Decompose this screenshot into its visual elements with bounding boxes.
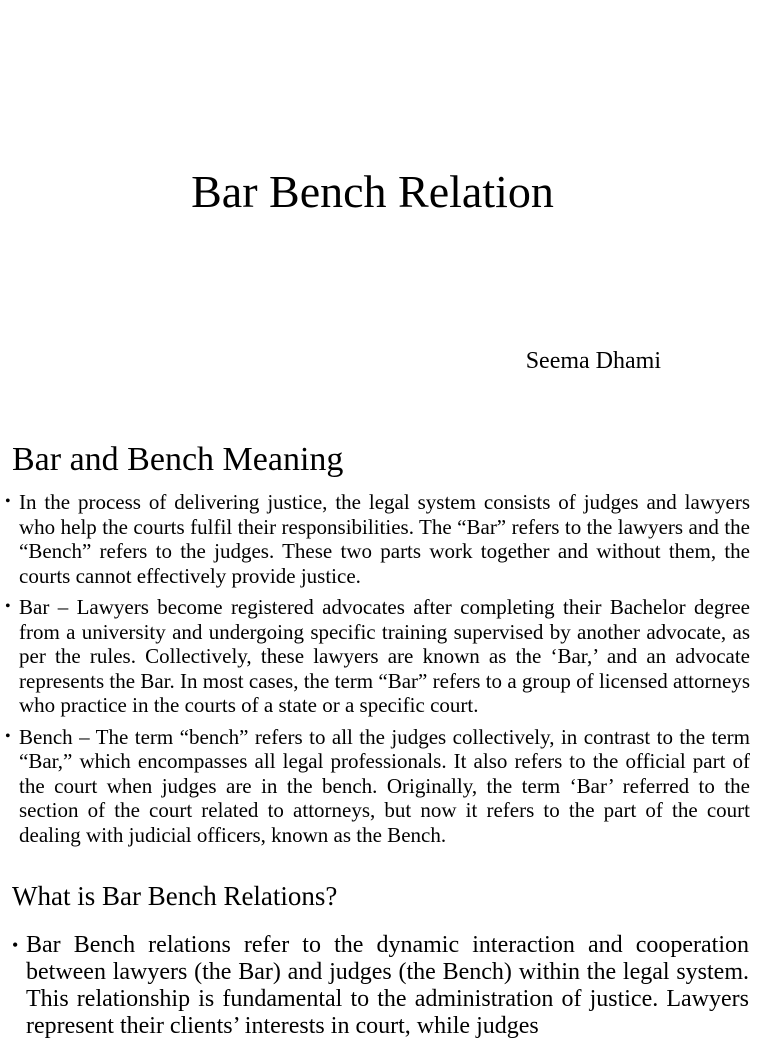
bullet-icon: • — [5, 727, 11, 745]
list-item — [0, 595, 768, 718]
bullet-icon: • — [5, 598, 11, 615]
relations-slide — [0, 850, 768, 1039]
bullet-text: Bar Bench relations refer to the dynamic interaction and cooperation between lawyers (the Bar) and judges (the Bench) within the legal system. This relationship is fundamental to the administration of justice. Lawyers represent their clients’ interests in court, while judges — [26, 932, 749, 1039]
bullet-text: Bench – The term “bench” refers to all the judges collectively, in contrast to the term “Bar,” which encompasses all legal professionals. It also refers to the official part of the court when judges are in the bench. Originally, the term ‘Bar’ referred to the section of the court related to attorneys, but now it refers to the part of the court dealing with judicial officers, known as the Bench. — [19, 724, 750, 847]
relations-heading: What is Bar Bench Relations? — [12, 881, 338, 911]
relations-bullet-list — [0, 932, 768, 1047]
title-slide — [0, 0, 768, 406]
presentation-title: Bar Bench Relation — [191, 166, 554, 217]
meaning-heading: Bar and Bench Meaning — [12, 441, 344, 478]
bullet-icon: • — [5, 493, 11, 510]
list-item — [0, 490, 768, 588]
author-name: Seema Dhami — [525, 348, 661, 374]
meaning-slide — [0, 406, 768, 850]
list-item — [0, 725, 768, 848]
meaning-bullet-list — [0, 490, 768, 854]
bullet-icon: • — [12, 935, 19, 955]
list-item — [0, 932, 768, 1040]
bullet-text: Bar – Lawyers become registered advocates after completing their Bachelor degree from a university and undergoing specific training supervised by another advocate, as per the rules. Collectively, these lawyers are known as the ‘Bar,’ and an advocate represents the Bar. In most cases, the term “Bar” refers to a group of licensed attorneys who practice in the courts of a state or a specific court. — [19, 595, 750, 717]
bullet-text: In the process of delivering justice, the legal system consists of judges and lawyers who help the courts fulfil their responsibilities. The “Bar” refers to the lawyers and the “Bench” refers to the judges. These two parts work together and without them, the courts cannot effectively provide justice. — [19, 490, 750, 588]
